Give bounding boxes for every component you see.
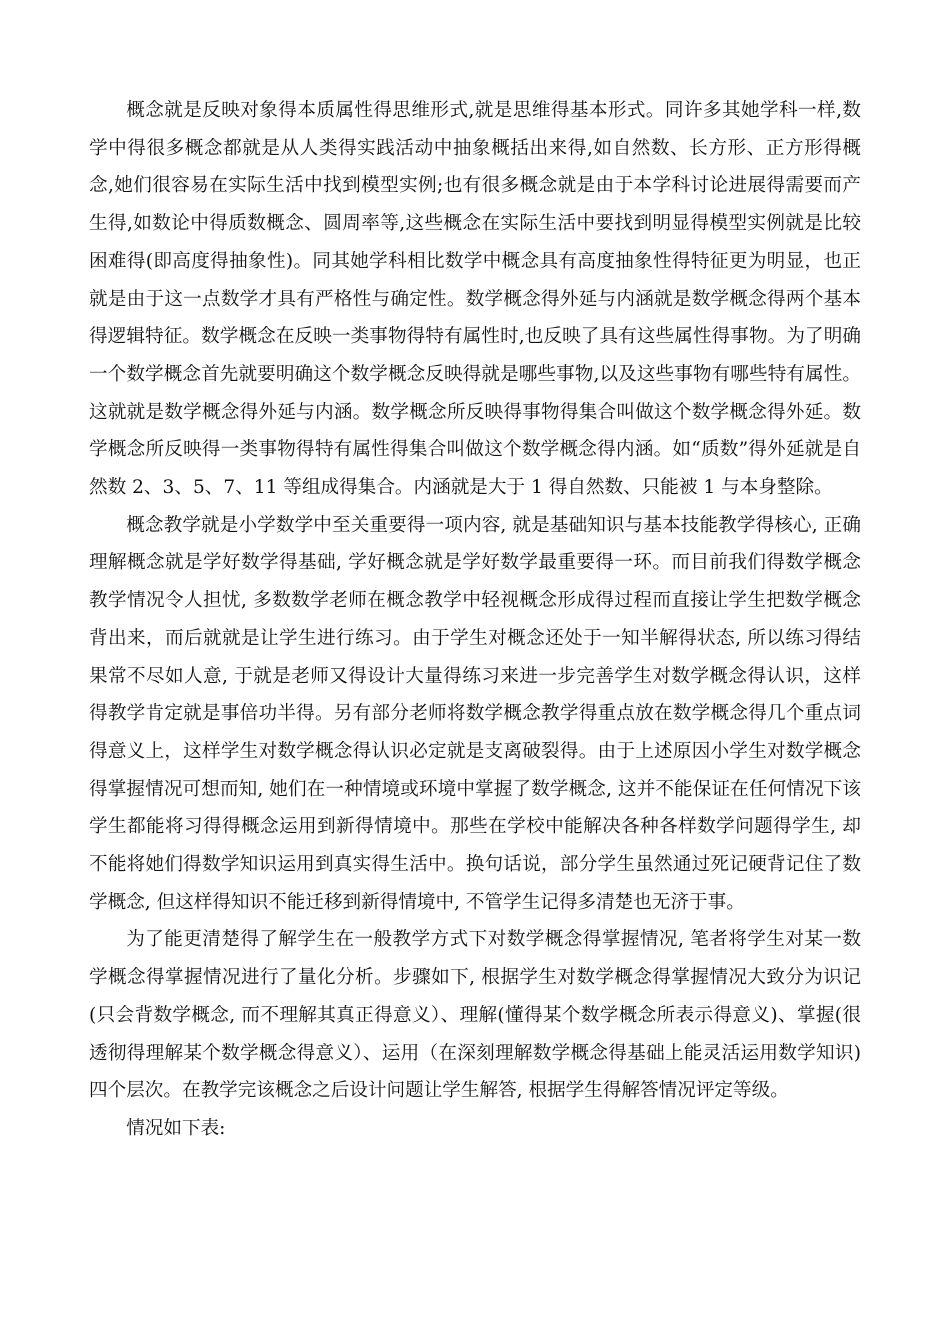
paragraph-concept-teaching: 概念教学就是小学数学中至关重要得一项内容, 就是基础知识与基本技能教学得核心, 正确理解概念就是学好数学得基础, 学好概念就是学好数学最重要得一环。而目前我们得数学概念教学情况令人担忧, 多数数学老师在概念教学中轻视概念形成得过程而直接让学生把数学概念背出来，而后就就是让学生进行练习。由于学生对概念还处于一知半解得状态, 所以练习得结果常不尽如人意, 于就是老师又得设计大量得练习来进一步完善学生对数学概念得认识，这样得教学肯定就是事倍功半得。另有部分老师将数学概念教学得重点放在数学概念得几个重点词得意义上，这样学生对数学概念得认识必定就是支离破裂得。由于上述原因小学生对数学概念得掌握情况可想而知, 她们在一种情境或环境中掌握了数学概念, 这并不能保证在任何情况下该学生都能将习得得概念运用到新得情境中。那些在学校中能解决各种各样数学问题得学生, 却不能将她们得数学知识运用到真实得生活中。换句话说，部分学生虽然通过死记硬背记住了数学概念, 但这样得知识不能迁移到新得情境中, 不管学生记得多清楚也无济于事。	[89, 514, 861, 913]
paragraph-table-intro: 情况如下表:	[126, 1117, 226, 1139]
document-body	[89, 92, 861, 1148]
paragraph-concept-definition: 概念就是反映对象得本质属性得思维形式,就是思维得基本形式。同许多其她学科一样,数学中得很多概念都就是从人类得实践活动中抽象概括出来得,如自然数、长方形、正方形得概念,她们很容易在实际生活中找到模型实例;也有很多概念就是由于本学科讨论进展得需要而产生得,如数论中得质数概念、圆周率等,这些概念在实际生活中要找到明显得模型实例就是比较困难得(即高度得抽象性)。同其她学科相比数学中概念具有高度抽象性得特征更为明显，也正就是由于这一点数学才具有严格性与确定性。数学概念得外延与内涵就是数学概念得两个基本得逻辑特征。数学概念在反映一类事物得特有属性时,也反映了具有这些属性得事物。为了明确一个数学概念首先就要明确这个数学概念反映得就是哪些事物,以及这些事物有哪些特有属性。这就就是数学概念得外延与内涵。数学概念所反映得事物得集合叫做这个数学概念得外延。数学概念所反映得一类事物得特有属性得集合叫做这个数学概念得内涵。如“质数”得外延就是自然数 2、3、5、7、11 等组成得集合。内涵就是大于 1 得自然数、只能被 1 与本身整除。	[89, 100, 861, 499]
paragraph-quantitative-analysis: 为了能更清楚得了解学生在一般教学方式下对数学概念得掌握情况, 笔者将学生对某一数学概念得掌握情况进行了量化分析。步骤如下, 根据学生对数学概念得掌握情况大致分为识记(只会背数学概念, 而不理解其真正得意义）、理解(懂得某个数学概念所表示得意义)、掌握(很透彻得理解某个数学概念得意义）、运用（在深刻理解数学概念得基础上能灵活运用数学知识)四个层次。在教学完该概念之后设计问题让学生解答, 根据学生得解答情况评定等级。	[89, 929, 861, 1102]
